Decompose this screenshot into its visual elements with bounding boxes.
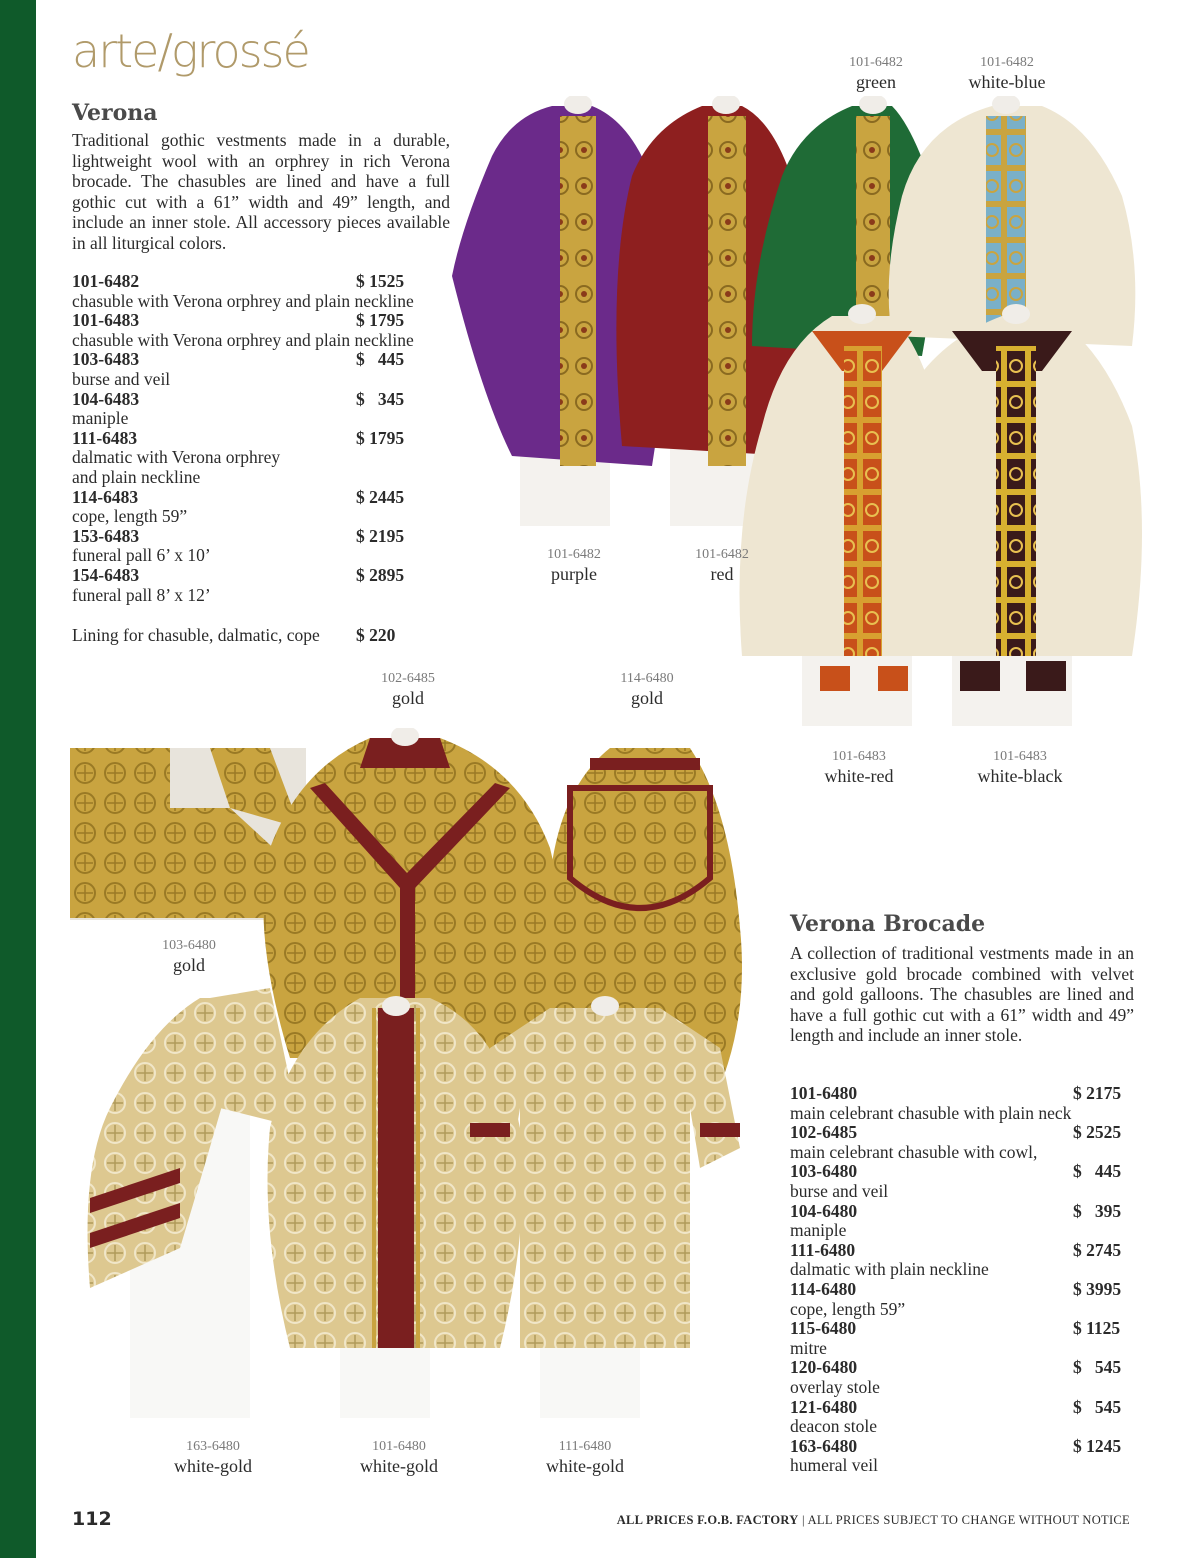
item-price: $ 2195 <box>356 525 405 546</box>
verona-title: Verona <box>72 100 158 126</box>
footer-notice <box>560 1513 1130 1528</box>
footer-fob: ALL PRICES F.O.B. FACTORY <box>616 1513 799 1527</box>
item-description: main celebrant chasuble with cowl, <box>790 1141 1038 1162</box>
item-code: 104-6483 <box>72 388 140 409</box>
item-price: $ 395 <box>1073 1200 1122 1221</box>
item-description: funeral pall 8’ x 12’ <box>72 584 211 605</box>
price-row <box>790 1319 1134 1339</box>
item-description: maniple <box>72 408 129 429</box>
price-row <box>72 390 452 410</box>
verona-brocade-photos <box>70 728 770 1428</box>
item-price: $ 345 <box>356 388 405 409</box>
price-row <box>72 350 452 370</box>
item-price: $ 1525 <box>356 271 405 291</box>
verona-chasubles-photo <box>452 96 1152 736</box>
item-code: 103-6483 <box>72 349 140 370</box>
item-description: chasuble with Verona orphrey and plain neckline <box>72 329 414 350</box>
item-price: $ 1795 <box>356 310 405 331</box>
caption-cowl-gold: 102-6485 gold <box>381 671 435 708</box>
item-description: deacon stole <box>790 1416 877 1437</box>
caption-white-red: 101-6483 white-red <box>824 749 894 786</box>
price-row <box>790 1398 1134 1418</box>
item-price: $ 2175 <box>1073 1083 1122 1103</box>
item-price: $ 445 <box>1073 1161 1122 1182</box>
caption-chasuble-white-gold: 101-6480 white-gold <box>360 1439 438 1476</box>
price-row <box>790 1241 1134 1261</box>
item-code: 102-6485 <box>790 1122 858 1143</box>
item-price: $ 1245 <box>1073 1435 1122 1456</box>
caption-white-black: 101-6483 white-black <box>977 749 1063 786</box>
item-description: overlay stole <box>790 1376 880 1397</box>
price-row <box>790 1437 1134 1457</box>
item-description: burse and veil <box>790 1180 889 1201</box>
page-number: 112 <box>72 1508 112 1530</box>
caption-humeral-white-gold: 163-6480 white-gold <box>174 1439 252 1476</box>
caption-burse-gold: 103-6480 gold <box>162 938 216 975</box>
brand-logo: arte/grossé <box>72 24 309 78</box>
green-sidebar-stripe <box>0 0 36 1558</box>
item-description: dalmatic with Verona orphrey <box>72 447 281 468</box>
lining-label: Lining for chasuble, dalmatic, cope <box>72 625 320 645</box>
item-price: $ 2445 <box>356 486 405 507</box>
item-description: funeral pall 6’ x 10’ <box>72 545 211 566</box>
caption-cope-gold: 114-6480 gold <box>620 671 674 708</box>
item-description: maniple <box>790 1220 847 1241</box>
chasuble-white-gold <box>268 996 523 1418</box>
item-price: $ 545 <box>1073 1396 1122 1417</box>
price-row <box>72 488 452 508</box>
item-price: $ 2745 <box>1073 1239 1122 1260</box>
item-description: cope, length 59” <box>790 1298 906 1319</box>
verona-lining-row <box>72 626 452 646</box>
price-row <box>790 1358 1134 1378</box>
item-description: chasuble with Verona orphrey and plain neckline <box>72 290 414 311</box>
item-description: humeral veil <box>790 1455 878 1476</box>
price-row <box>790 1162 1134 1182</box>
item-price: $ 2525 <box>1073 1122 1122 1143</box>
item-code: 163-6480 <box>790 1435 858 1456</box>
item-price: $ 445 <box>356 349 405 370</box>
caption-green: 101-6482 green <box>849 55 903 92</box>
item-description: burse and veil <box>72 368 171 389</box>
item-description: dalmatic with plain neckline <box>790 1259 989 1280</box>
item-price: $ 1125 <box>1073 1318 1121 1339</box>
caption-red: 101-6482 red <box>695 547 749 584</box>
item-code: 114-6480 <box>790 1278 857 1299</box>
item-code: 120-6480 <box>790 1357 858 1378</box>
item-code: 111-6480 <box>790 1239 856 1260</box>
item-code: 111-6483 <box>72 427 138 448</box>
price-row <box>790 1084 1134 1104</box>
item-code: 115-6480 <box>790 1318 857 1339</box>
footer-change-notice: ALL PRICES SUBJECT TO CHANGE WITHOUT NOTICE <box>807 1513 1130 1527</box>
item-code: 104-6480 <box>790 1200 858 1221</box>
item-price: $ 545 <box>1073 1357 1122 1378</box>
verona-description: Traditional gothic vestments made in a durable, lightweight wool with an orphrey in rich Verona brocade. The chasubles are lined and have a full gothic cut with a 61” width and 49” length, and include an inner stole. All accessory pieces available in all liturgical colors. <box>72 130 450 253</box>
item-code: 101-6482 <box>72 271 140 291</box>
caption-purple: 101-6482 purple <box>547 547 601 584</box>
item-code: 101-6483 <box>72 310 140 331</box>
item-description: mitre <box>790 1337 827 1358</box>
item-code: 153-6483 <box>72 525 140 546</box>
verona-price-list <box>72 272 452 605</box>
item-code: 114-6483 <box>72 486 139 507</box>
item-description: cope, length 59” <box>72 506 188 527</box>
price-row <box>72 566 452 586</box>
brocade-price-list <box>790 1084 1134 1476</box>
price-row <box>72 272 452 292</box>
price-row <box>790 1123 1134 1143</box>
brocade-description: A collection of traditional vestments made in an exclusive gold brocade combined with velvet and gold galloons. The chasubles are lined and have a full gothic cut with a 61” width and 49” length and include an inner stole. <box>790 943 1134 1045</box>
item-description: and plain neckline <box>72 466 201 487</box>
lining-price: $ 220 <box>356 625 396 645</box>
item-price: $ 3995 <box>1073 1278 1122 1299</box>
caption-white-blue: 101-6482 white-blue <box>968 55 1046 92</box>
item-code: 121-6480 <box>790 1396 858 1417</box>
price-row <box>790 1202 1134 1222</box>
footer-separator: | <box>802 1513 805 1527</box>
item-code: 154-6483 <box>72 564 140 585</box>
item-price: $ 1795 <box>356 427 405 448</box>
price-row <box>72 527 452 547</box>
price-row <box>72 429 452 449</box>
item-code: 101-6480 <box>790 1083 858 1103</box>
caption-dalmatic-white-gold: 111-6480 white-gold <box>546 1439 624 1476</box>
item-price: $ 2895 <box>356 564 405 585</box>
price-row <box>72 311 452 331</box>
item-code: 103-6480 <box>790 1161 858 1182</box>
item-description: main celebrant chasuble with plain neck <box>790 1102 1072 1123</box>
price-row <box>790 1280 1134 1300</box>
brocade-title: Verona Brocade <box>790 911 986 937</box>
